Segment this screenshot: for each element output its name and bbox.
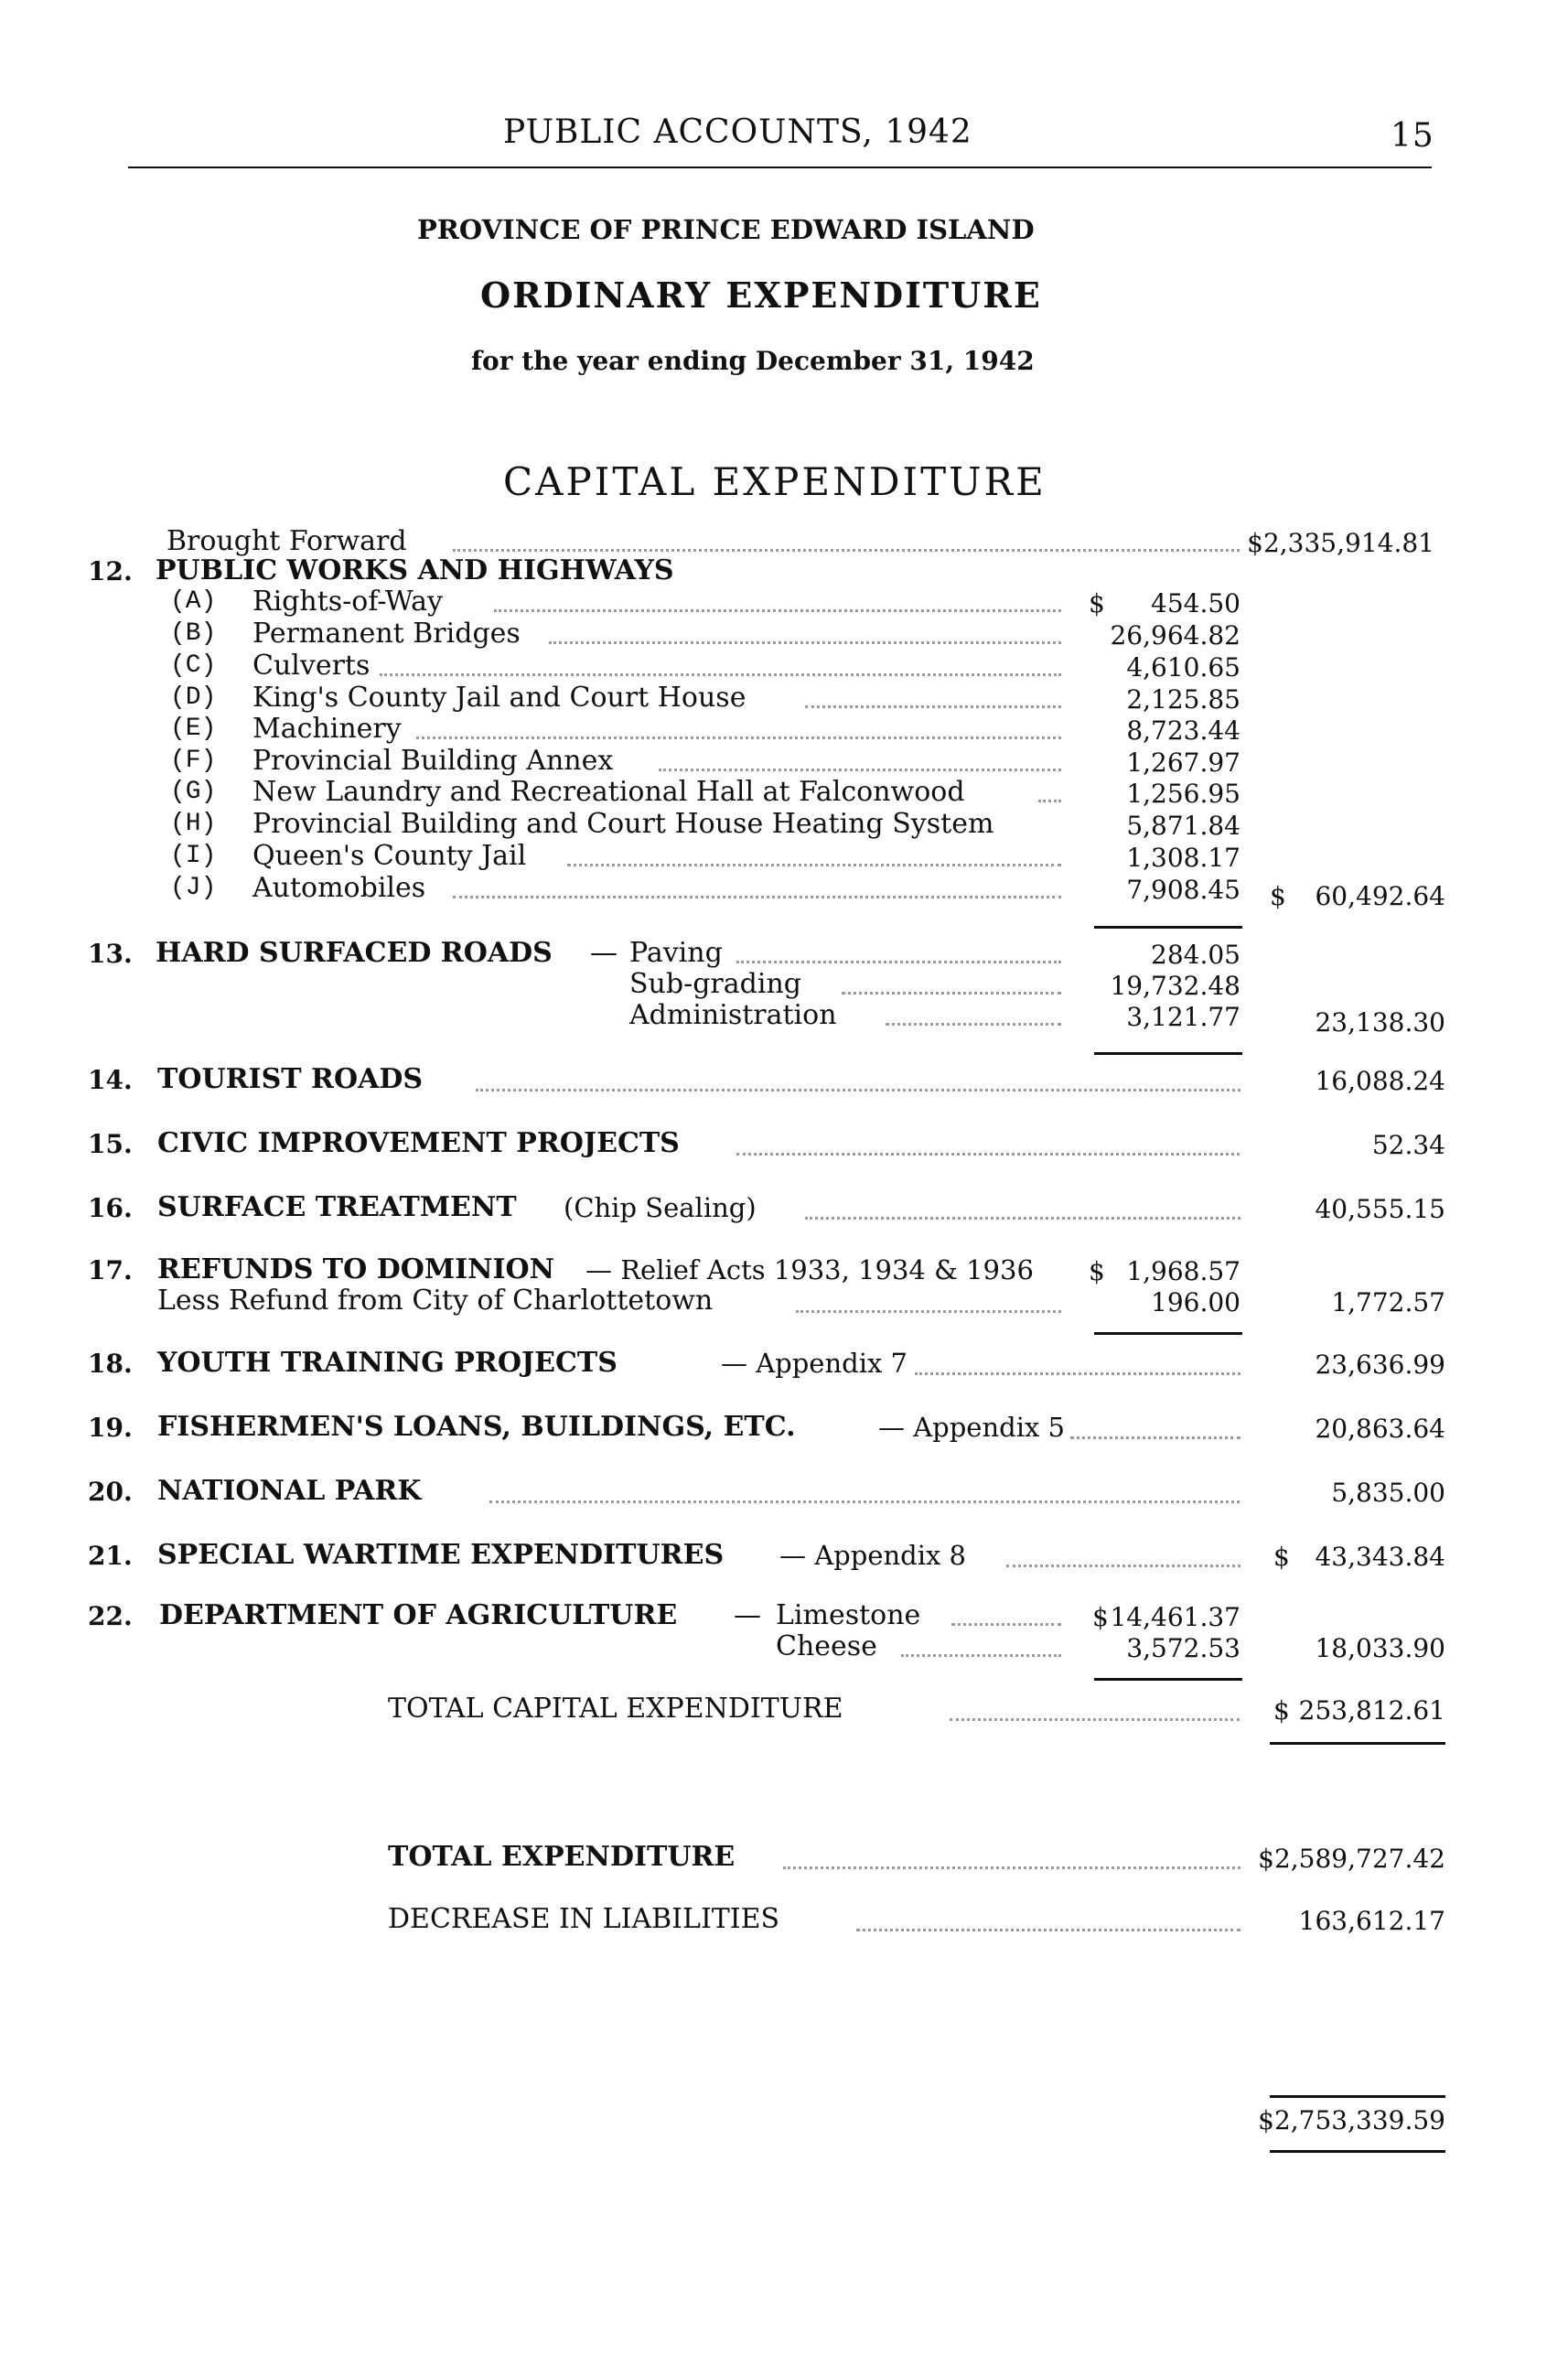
item-number: 20. (88, 1477, 133, 1507)
leader (453, 896, 1061, 898)
row-amount: 19,732.48 (1110, 971, 1240, 1001)
item-number: 21. (88, 1541, 133, 1571)
header-rule (128, 167, 1432, 168)
row-label: Culverts (252, 650, 371, 682)
leader (856, 1929, 1240, 1931)
item-title: CIVIC IMPROVEMENT PROJECTS (157, 1127, 680, 1159)
subtotal-rule (1094, 1678, 1242, 1681)
item-number: 18. (88, 1349, 133, 1379)
row-amount: 1,267.97 (1126, 747, 1240, 778)
subtotal-rule (1094, 1332, 1242, 1335)
row-label: King's County Jail and Court House (252, 682, 746, 714)
row-amount: 4,610.65 (1126, 652, 1240, 683)
item-total: 5,835.00 (1331, 1478, 1445, 1508)
total-expenditure-amount: $2,589,727.42 (1258, 1844, 1445, 1874)
row-letter: (F) (170, 747, 217, 775)
row-letter: (I) (170, 842, 217, 870)
item-total: 20,863.64 (1315, 1414, 1445, 1444)
row-label: Administration (629, 999, 837, 1031)
item-number: 19. (88, 1413, 133, 1443)
total-capital-label: TOTAL CAPITAL EXPENDITURE (388, 1693, 843, 1725)
item-total: 52.34 (1371, 1130, 1445, 1160)
item17-total: 1,772.57 (1331, 1287, 1445, 1317)
item-note: — Appendix 7 (721, 1348, 908, 1379)
item-number: 17. (88, 1255, 133, 1285)
item-title: FISHERMEN'S LOANS, BUILDINGS, ETC. (157, 1411, 796, 1443)
decrease-liabilities-amount: 163,612.17 (1298, 1906, 1445, 1936)
item-total: 23,636.99 (1315, 1350, 1445, 1380)
page-number: 15 (1391, 117, 1434, 155)
row-amount: 3,121.77 (1126, 1002, 1240, 1032)
decrease-liabilities-label: DECREASE IN LIABILITIES (388, 1903, 780, 1935)
row-label: Paving (629, 937, 723, 969)
leader (489, 1500, 1240, 1503)
total-rule (1270, 1742, 1445, 1745)
item-number: 22. (88, 1601, 133, 1631)
item-title: DEPARTMENT OF AGRICULTURE (159, 1599, 678, 1631)
item-total: 43,343.84 (1315, 1542, 1445, 1572)
leader (416, 737, 1061, 739)
grand-total-rule-bottom (1270, 2150, 1445, 2153)
item-note: — Appendix 5 (878, 1412, 1065, 1443)
leader (805, 1217, 1240, 1220)
row-letter: (G) (170, 778, 217, 806)
item-title: REFUNDS TO DOMINION (157, 1253, 555, 1285)
leader (567, 864, 1061, 866)
item-title: PUBLIC WORKS AND HIGHWAYS (156, 554, 674, 586)
row-amount: 7,908.45 (1126, 875, 1240, 905)
row-amount: 14,461.37 (1110, 1602, 1240, 1632)
main-title: ORDINARY EXPENDITURE (480, 274, 1042, 316)
item-note: — Relief Acts 1933, 1934 & 1936 (585, 1254, 1034, 1285)
item-title: TOURIST ROADS (157, 1063, 424, 1095)
row-label: Sub-grading (629, 968, 801, 1000)
row-letter: (A) (170, 587, 217, 616)
item-title: SPECIAL WARTIME EXPENDITURES (157, 1539, 725, 1571)
leader (1006, 1565, 1240, 1567)
grand-total-amount: $2,753,339.59 (1258, 2105, 1445, 2135)
row-letter: (E) (170, 715, 217, 743)
row-amount: 2,125.85 (1126, 684, 1240, 715)
row-label: New Laundry and Recreational Hall at Falconwood (252, 776, 965, 808)
leader (796, 1310, 1061, 1313)
leader (736, 1153, 1240, 1156)
item-number: 12. (88, 556, 133, 586)
leader (783, 1866, 1240, 1869)
province-title: PROVINCE OF PRINCE EDWARD ISLAND (417, 214, 1035, 245)
item-note: (Chip Sealing) (564, 1192, 757, 1223)
total-capital-currency: $ (1273, 1695, 1290, 1726)
item-number: 15. (88, 1129, 133, 1159)
item-title: HARD SURFACED ROADS (156, 937, 553, 969)
row-label: Limestone (776, 1599, 921, 1631)
row-label: Permanent Bridges (252, 618, 521, 650)
leader (453, 549, 1240, 552)
row-letter: (H) (170, 810, 217, 838)
row-label: Queen's County Jail (252, 840, 527, 872)
item-number: 13. (88, 939, 133, 969)
leader (494, 609, 1061, 612)
leader (915, 1372, 1240, 1375)
period-subtitle: for the year ending December 31, 1942 (471, 346, 1035, 376)
row-amount: 26,964.82 (1110, 620, 1240, 651)
item-currency: $ (1273, 1542, 1290, 1572)
row-letter: (C) (170, 651, 217, 680)
item22-dash: — (734, 1599, 761, 1631)
leader (901, 1654, 1061, 1657)
row-label: Automobiles (252, 872, 426, 904)
item-note: — Appendix 8 (779, 1540, 966, 1571)
leader (886, 1023, 1061, 1026)
item-title: YOUTH TRAINING PROJECTS (157, 1347, 618, 1379)
row-currency: $ (1092, 1602, 1109, 1632)
item17-less-amount: 196.00 (1151, 1287, 1240, 1317)
item-number: 14. (88, 1065, 133, 1095)
total-expenditure-label: TOTAL EXPENDITURE (388, 1841, 736, 1873)
row-amount: 1,256.95 (1126, 779, 1240, 809)
row-amount: 1,308.17 (1126, 843, 1240, 873)
leader (736, 961, 1061, 963)
leader (1070, 1436, 1240, 1439)
item17-less-label: Less Refund from City of Charlottetown (157, 1285, 714, 1317)
brought-forward-total: $2,335,914.81 (1247, 528, 1434, 558)
item17-currency: $ (1089, 1256, 1105, 1286)
item13-dash: — (590, 937, 618, 969)
leader (549, 641, 1061, 644)
leader (659, 769, 1061, 771)
row-amount: 3,572.53 (1126, 1633, 1240, 1663)
item13-total: 23,138.30 (1315, 1007, 1445, 1038)
item12-currency: $ (1270, 881, 1286, 911)
running-title: PUBLIC ACCOUNTS, 1942 (503, 113, 972, 151)
row-label: Rights-of-Way (252, 586, 443, 618)
leader (380, 673, 1061, 676)
leader (950, 1718, 1240, 1721)
row-letter: (J) (170, 874, 217, 902)
grand-total-rule-top (1270, 2095, 1445, 2098)
leader (1038, 800, 1061, 802)
subtotal-rule (1094, 1052, 1242, 1055)
row-letter: (B) (170, 619, 217, 648)
item-total: 40,555.15 (1315, 1194, 1445, 1224)
item-total: 16,088.24 (1315, 1066, 1445, 1096)
leader (842, 992, 1061, 995)
item17-amount: 1,968.57 (1126, 1256, 1240, 1286)
item22-total: 18,033.90 (1315, 1633, 1445, 1663)
section-title: CAPITAL EXPENDITURE (503, 459, 1047, 504)
row-label: Machinery (252, 713, 402, 745)
total-capital-amount: 253,812.61 (1298, 1695, 1445, 1726)
item-number: 16. (88, 1193, 133, 1223)
row-label: Provincial Building Annex (252, 745, 614, 777)
row-label: Cheese (776, 1630, 877, 1662)
row-label: Provincial Building and Court House Heating System (252, 808, 994, 840)
row-currency: $ (1089, 588, 1105, 618)
item-title: NATIONAL PARK (157, 1475, 422, 1507)
item12-total: 60,492.64 (1315, 881, 1445, 911)
row-amount: 284.05 (1151, 940, 1240, 970)
brought-forward-label: Brought Forward (166, 525, 407, 557)
leader (476, 1089, 1240, 1091)
item-title: SURFACE TREATMENT (157, 1191, 517, 1223)
leader (951, 1623, 1061, 1626)
leader (805, 705, 1061, 708)
subtotal-rule (1094, 926, 1242, 929)
row-amount: 5,871.84 (1126, 811, 1240, 841)
row-amount: 454.50 (1151, 588, 1240, 618)
row-letter: (D) (170, 683, 217, 712)
row-amount: 8,723.44 (1126, 715, 1240, 746)
